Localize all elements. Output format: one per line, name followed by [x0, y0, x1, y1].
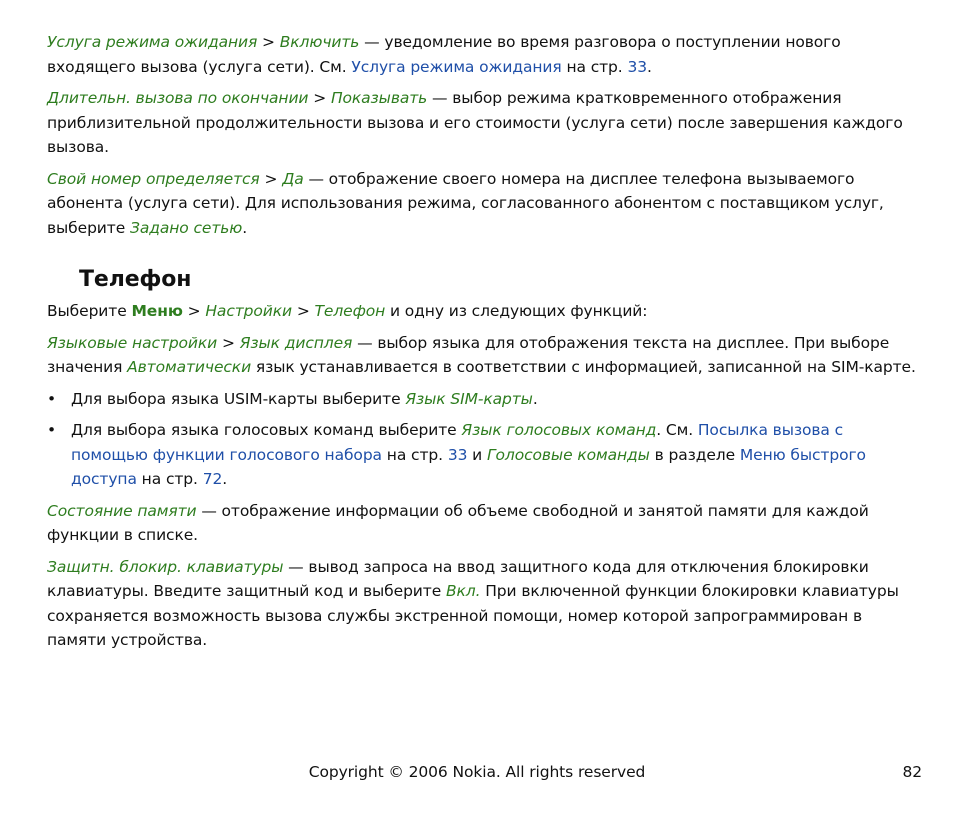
paragraph-memory-status — [47, 499, 917, 548]
link-page-33[interactable]: 33 — [627, 57, 647, 76]
path-separator: > — [292, 302, 315, 320]
intro-text: Выберите — [47, 302, 132, 320]
paragraph-call-summary — [47, 86, 917, 160]
link-shortcuts-menu[interactable]: Меню быстрого доступа — [71, 445, 866, 488]
menu-item-security-keyguard: Защитн. блокир. клавиатуры — [47, 557, 284, 576]
menu-option-show: Показывать — [330, 89, 428, 107]
path-separator: > — [182, 302, 206, 320]
menu-option-set-by-network: Задано сетью — [129, 218, 243, 237]
link-page-33[interactable]: 33 — [447, 445, 468, 464]
list-item — [47, 418, 917, 492]
menu-option-on: Вкл. — [445, 582, 481, 600]
bullet-list — [47, 387, 917, 492]
paragraph-call-waiting — [47, 30, 917, 79]
period: . — [532, 389, 538, 408]
menu-item-phone: Телефон — [314, 302, 386, 320]
description-text-end: язык устанавливается в соответствии с информацией, записанной на SIM-карте. — [251, 358, 916, 376]
page-number: 82 — [902, 763, 922, 781]
menu-key-label: Меню — [131, 302, 183, 320]
menu-item-language-settings: Языковые настройки — [47, 333, 218, 352]
section-heading-phone: Телефон — [79, 267, 192, 292]
description-text-end: При включенной функции блокировки клавиатуры сохраняется возможность вызова службы экстренной помощи, номер которой запрограммирован в памяти устройства. — [47, 582, 899, 649]
path-separator: > — [217, 333, 240, 352]
period: . — [222, 470, 228, 488]
description-text: — отображение информации об объеме свободной и занятой памяти для каждой функции в списке. — [47, 501, 869, 544]
menu-item-voice-commands: Голосовые команды — [486, 445, 650, 464]
menu-item-send-own-number: Свой номер определяется — [47, 169, 260, 188]
document-page — [47, 30, 917, 653]
menu-item-settings: Настройки — [205, 302, 292, 320]
paragraph-send-own-number — [47, 167, 917, 241]
period: . — [242, 218, 248, 237]
period: . — [647, 57, 652, 76]
description-text: — вывод запроса на ввод защитного кода для отключения блокировки клавиатуры. Введите защитный код и выберите — [47, 557, 869, 600]
intro-text-end: и одну из следующих функций: — [385, 302, 648, 320]
bullet-text: Для выбора языка USIM-карты выберите — [71, 389, 406, 408]
menu-option-enable: Включить — [279, 33, 360, 51]
description-text: — отображение своего номера на дисплее телефона вызываемого абонента (услуга сети). Для использования режима, согласованного абонентом с поставщиком услуг, выберите — [47, 169, 884, 237]
menu-item-call-waiting: Услуга режима ожидания — [47, 33, 258, 51]
page-ref-text: на стр. — [381, 445, 448, 464]
description-text: — уведомление во время разговора о поступлении нового входящего вызова (услуга сети). См. — [47, 33, 841, 76]
bullet-icon: • — [47, 389, 57, 408]
menu-option-automatic: Автоматически — [127, 358, 252, 376]
page-ref-text: на стр. — [561, 57, 628, 76]
menu-item-voice-command-language: Язык голосовых команд — [461, 421, 657, 439]
paragraph-security-keyguard — [47, 555, 917, 653]
section-ref-text: в разделе — [649, 445, 740, 464]
footer-copyright: Copyright © 2006 Nokia. All rights reserved — [308, 763, 646, 781]
description-text: — выбор языка для отображения текста на дисплее. При выборе значения — [47, 333, 890, 376]
path-separator: > — [257, 33, 280, 51]
menu-item-call-summary: Длительн. вызова по окончании — [47, 89, 309, 107]
menu-option-yes: Да — [282, 169, 304, 188]
link-page-72[interactable]: 72 — [202, 470, 223, 488]
conjunction-text: и — [467, 445, 487, 464]
menu-item-phone-language: Язык дисплея — [239, 333, 353, 352]
list-item — [47, 387, 917, 412]
link-call-waiting[interactable]: Услуга режима ожидания — [351, 57, 562, 76]
menu-item-memory-status: Состояние памяти — [47, 501, 197, 520]
link-voice-dialing[interactable]: Посылка вызова с помощью функции голосового набора — [71, 421, 844, 464]
description-text: — выбор режима кратковременного отображения приблизительной продолжительности вызова и его стоимости (услуга сети) после завершения каждого вызова. — [47, 89, 903, 156]
bullet-icon: • — [47, 421, 57, 439]
path-separator: > — [308, 89, 331, 107]
paragraph-language-settings — [47, 331, 917, 380]
menu-item-sim-language: Язык SIM-карты — [405, 389, 533, 408]
see-text: . См. — [656, 421, 698, 439]
page-ref-text: на стр. — [136, 470, 203, 488]
path-separator: > — [259, 169, 283, 188]
paragraph-intro — [47, 299, 917, 324]
bullet-text: Для выбора языка голосовых команд выберите — [71, 421, 462, 439]
